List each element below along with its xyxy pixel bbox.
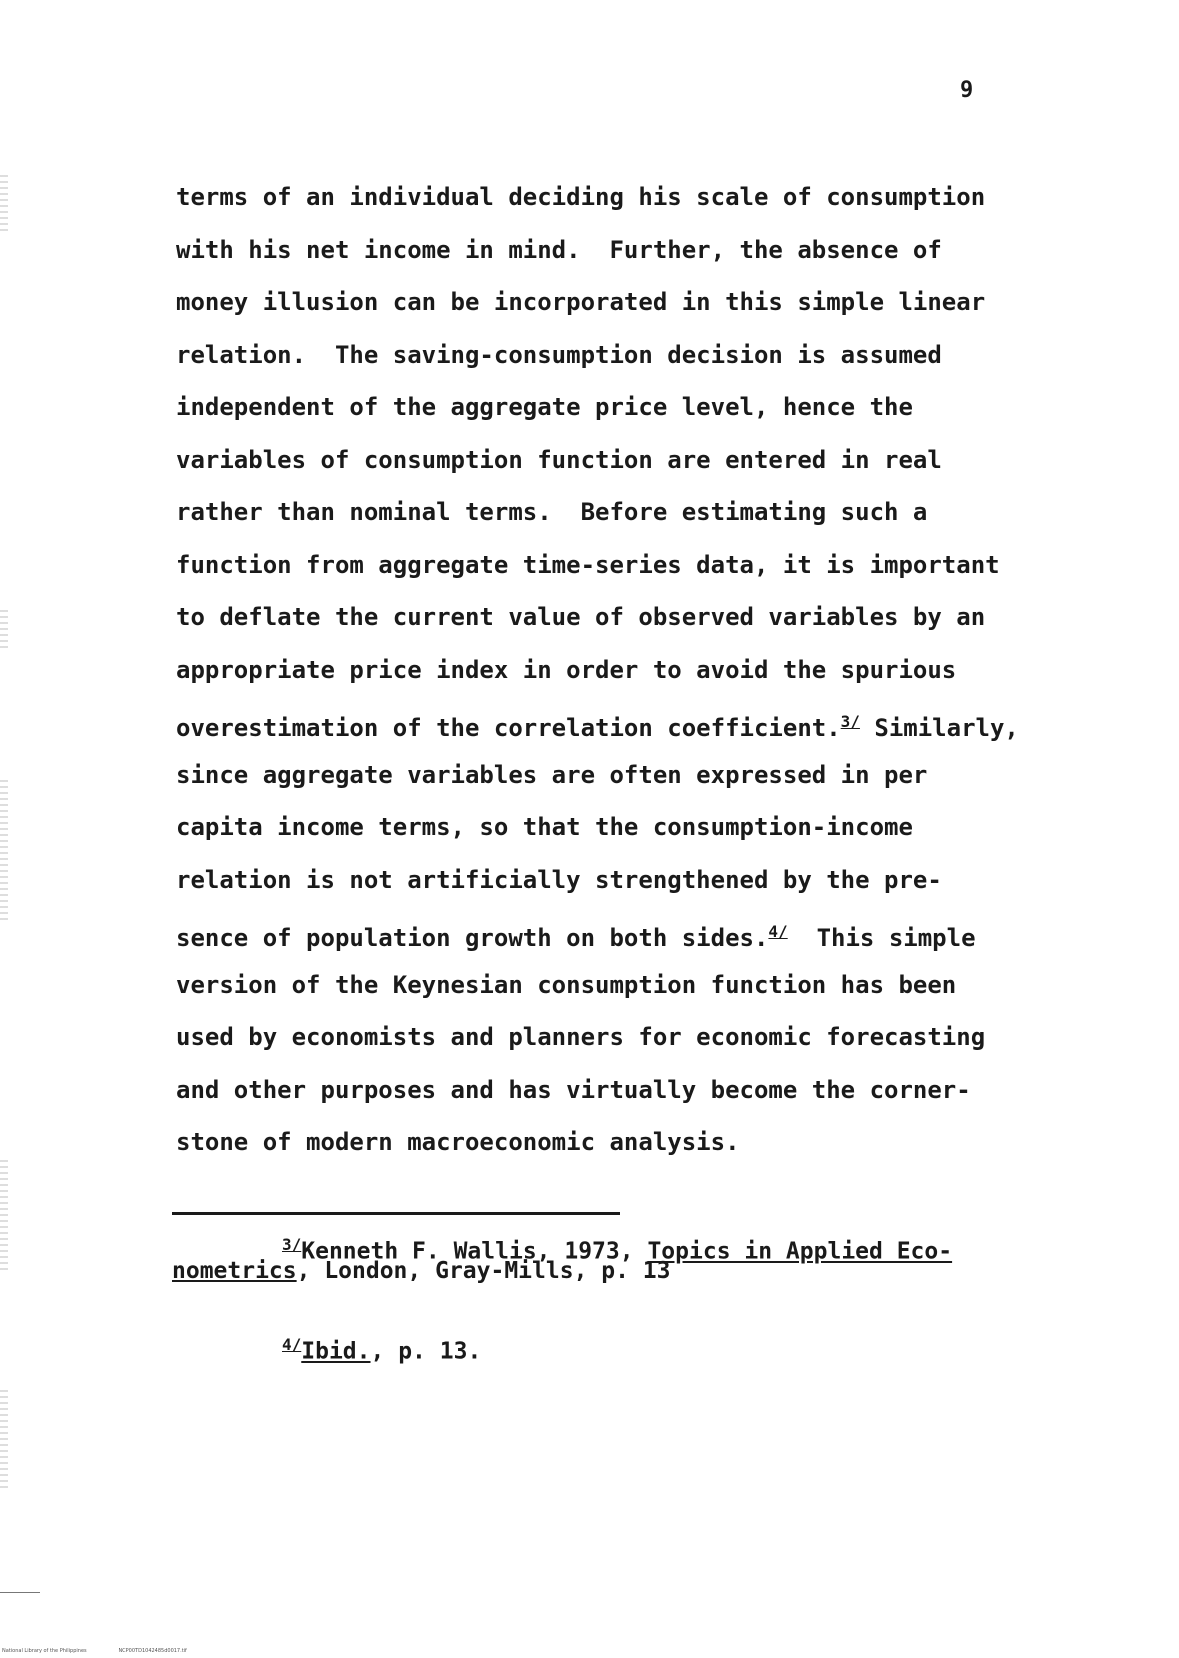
body-line: rather than nominal terms. Before estimating such a	[176, 498, 928, 526]
footnote-3-author: Kenneth F. Wallis, 1973,	[301, 1238, 648, 1265]
footnote-4	[282, 1332, 481, 1365]
footnote-3-line-2	[172, 1258, 671, 1284]
body-line: appropriate price index in order to avoid the spurious	[176, 655, 957, 684]
body-text	[176, 182, 1116, 1180]
body-line-text: sence of population growth on both sides.	[176, 924, 769, 952]
body-line: stone of modern macroeconomic analysis.	[176, 1128, 740, 1156]
footnote-4-page: , p. 13.	[370, 1338, 482, 1365]
body-line-continuation: Similarly,	[859, 714, 1019, 742]
scan-credit-file: NCP00TD1042485d0017.tif	[118, 1648, 187, 1654]
body-line: since aggregate variables are often expressed in per	[176, 760, 928, 789]
footnote-4-mark: 4/	[282, 1335, 302, 1354]
body-line: to deflate the current value of observed variables by an	[176, 603, 986, 631]
body-line: relation is not artificially strengthened by the pre-	[176, 865, 942, 894]
body-line-with-footnote-3	[176, 707, 1116, 760]
footnote-ref-3[interactable]: 3/	[840, 712, 860, 731]
body-line: used by economists and planners for economic forecasting	[176, 1023, 986, 1051]
footnote-3-title-part-2: nometrics	[172, 1258, 297, 1284]
footnote-4-title: Ibid.	[301, 1338, 371, 1365]
body-line: capita income terms, so that the consumption-income	[176, 813, 913, 841]
footnote-ref-4[interactable]: 4/	[768, 922, 788, 941]
footnote-3-mark: 3/	[282, 1235, 302, 1254]
footnote-3-title-part-1: Topics in Applied Eco-	[647, 1238, 953, 1265]
footnote-3-publisher: , London, Gray-Mills, p. 13	[296, 1258, 671, 1284]
body-line-with-footnote-4	[176, 917, 1116, 970]
body-line: relation. The saving-consumption decision is assumed	[176, 340, 942, 369]
scan-edge-mark	[0, 1592, 40, 1593]
body-line: and other purposes and has virtually become the corner-	[176, 1075, 971, 1104]
body-line: function from aggregate time-series data, it is important	[176, 550, 1000, 579]
scan-margin-speckle	[0, 610, 8, 650]
body-line: terms of an individual deciding his scale of consumption	[176, 183, 986, 211]
body-line: variables of consumption function are entered in real	[176, 445, 942, 474]
footnote-separator	[172, 1212, 620, 1215]
body-line: version of the Keynesian consumption function has been	[176, 970, 957, 999]
scan-margin-speckle	[0, 1160, 8, 1270]
scan-margin-speckle	[0, 780, 8, 920]
body-line-continuation: This simple	[787, 924, 976, 952]
body-line-text: overestimation of the correlation coefficient.	[176, 714, 841, 742]
scan-margin-speckle	[0, 175, 8, 235]
scan-credit-line	[2, 1648, 187, 1654]
body-line: money illusion can be incorporated in this simple linear	[176, 288, 986, 316]
body-line: independent of the aggregate price level, hence the	[176, 393, 913, 421]
body-line: with his net income in mind. Further, the absence of	[176, 235, 942, 264]
scan-margin-speckle	[0, 1390, 8, 1490]
page-number: 9	[960, 78, 974, 103]
scan-credit-library: National Library of the Philippines	[2, 1648, 87, 1654]
